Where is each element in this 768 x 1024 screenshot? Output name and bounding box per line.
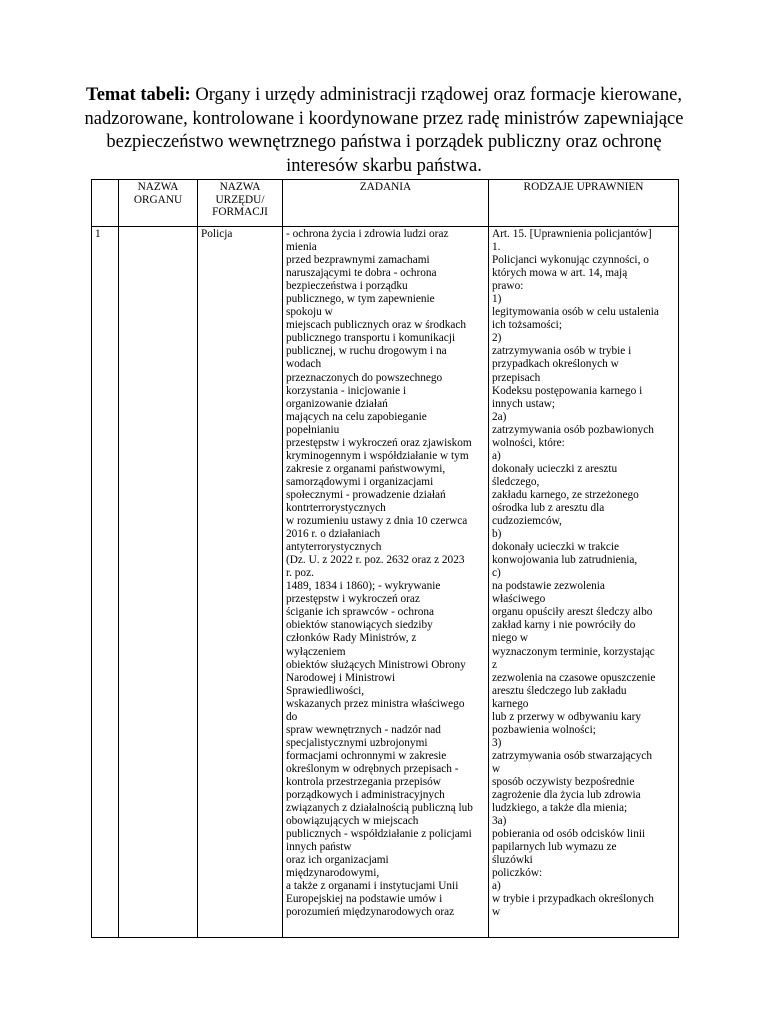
- header-lp: [92, 180, 119, 227]
- text-line: innych ustaw;: [492, 397, 556, 410]
- text-line: organu opuściły areszt śledczy albo: [492, 606, 653, 619]
- row-formation: [198, 227, 283, 938]
- text-line: międzynarodowymi,: [286, 867, 380, 880]
- text-line: innych państw: [286, 841, 352, 854]
- text-line: 2a): [492, 410, 507, 423]
- text-line: przestępstw i wykroczeń oraz: [286, 593, 420, 606]
- text-line: ściganie ich sprawców - ochrona: [286, 606, 435, 619]
- text-line: aresztu śledczego lub zakładu: [492, 684, 627, 697]
- header-tasks: ZADANIA: [283, 180, 489, 227]
- text-line: niego w: [492, 632, 529, 645]
- text-line: porządkowych i administracyjnych: [286, 789, 445, 802]
- text-line: Policjanci wykonując czynności, o: [492, 254, 649, 267]
- text-line: Sprawiedliwości,: [286, 684, 365, 697]
- text-line: miejscach publicznych oraz w środkach: [286, 319, 467, 332]
- text-line: Kodeksu postępowania karnego i: [492, 384, 643, 397]
- text-line: antyterrorystycznych: [286, 541, 382, 554]
- text-line: popełnianiu: [286, 423, 340, 436]
- text-line: naruszającymi te dobra - ochrona: [286, 267, 437, 280]
- text-line: zakład karny i nie powróciły do: [492, 619, 636, 632]
- text-line: kontrterrorystycznych: [286, 501, 386, 514]
- text-line: śluzówki: [492, 854, 533, 867]
- text-line: przeznaczonych do powszechnego: [286, 371, 443, 384]
- text-line: ludzkiego, a także dla mienia;: [492, 802, 628, 815]
- text-line: w rozumieniu ustawy z dnia 10 czerwca: [286, 515, 468, 528]
- text-line: 1): [492, 293, 502, 306]
- table-row: [92, 227, 679, 938]
- text-line: publicznego transportu i komunikacji: [286, 332, 456, 345]
- text-line: ich tożsamości;: [492, 319, 562, 332]
- text-line: publicznego, w tym zapewnienie: [286, 293, 435, 306]
- header-powers: RODZAJE UPRAWNIEN: [489, 180, 679, 227]
- text-line: zezwolenia na czasowe opuszczenie: [492, 671, 656, 684]
- row-organ: [119, 227, 198, 938]
- text-line: a): [492, 449, 501, 462]
- text-line: właściwego: [492, 593, 546, 606]
- text-line: samorządowymi i organizacjami: [286, 475, 434, 488]
- text-line: dokonały ucieczki w trakcie: [492, 541, 620, 554]
- text-line: publicznej, w ruchu drogowym i na: [286, 345, 447, 358]
- tasks-lines: [286, 228, 485, 937]
- text-line: mienia: [286, 241, 317, 254]
- text-line: zakładu karnego, ze strzeżonego: [492, 488, 639, 501]
- text-line: policzków:: [492, 867, 543, 880]
- text-line: lub z przerwy w odbywaniu kary: [492, 710, 642, 723]
- text-line: publicznych - współdziałanie z policjami: [286, 828, 472, 841]
- text-line: a także z organami i instytucjami Unii: [286, 880, 459, 893]
- text-line: pozbawienia wolności;: [492, 723, 596, 736]
- text-line: formacjami ochronnymi w zakresie: [286, 749, 447, 762]
- text-line: śledczego,: [492, 475, 540, 488]
- text-line: korzystania - inicjowanie i: [286, 384, 407, 397]
- text-line: sposób oczywisty bezpośrednie: [492, 775, 635, 788]
- text-line: 3a): [492, 815, 507, 828]
- text-line: przestępstw i wykroczeń oraz zjawiskom: [286, 436, 472, 449]
- text-line: spokoju w: [286, 306, 333, 319]
- text-line: bezpieczeństwa i porządku: [286, 280, 408, 293]
- row-number-text: 1: [95, 228, 101, 240]
- text-line: wolności, które:: [492, 436, 565, 449]
- text-line: spraw wewnętrznych - nadzór nad: [286, 723, 441, 736]
- text-line: zatrzymywania osób pozbawionych: [492, 423, 654, 436]
- table-topic-heading: [80, 84, 688, 178]
- text-line: legitymowania osób w celu ustalenia: [492, 306, 659, 319]
- text-line: oraz ich organizacjami: [286, 854, 389, 867]
- text-line: porozumień międzynarodowych oraz: [286, 906, 455, 919]
- text-line: a): [492, 880, 501, 893]
- text-line: prawo:: [492, 280, 524, 293]
- text-line: przypadkach określonych w: [492, 358, 619, 371]
- header-organ-name: NAZWA ORGANU: [119, 180, 198, 227]
- row-tasks: [283, 227, 489, 938]
- text-line: karnego: [492, 697, 529, 710]
- text-line: obiektów służących Ministrowi Obrony: [286, 658, 466, 671]
- text-line: zatrzymywania osób w trybie i: [492, 345, 632, 358]
- text-line: w trybie i przypadkach określonych: [492, 893, 654, 906]
- text-line: c): [492, 567, 501, 580]
- text-line: organizowanie działań: [286, 397, 388, 410]
- institutions-table: [91, 179, 679, 938]
- text-line: mających na celu zapobieganie: [286, 410, 427, 423]
- text-line: których mowa w art. 14, mają: [492, 267, 628, 280]
- row-formation-text: Policja: [201, 228, 233, 240]
- text-line: w: [492, 762, 501, 775]
- text-line: specjalistycznymi uzbrojonymi: [286, 736, 428, 749]
- text-line: b): [492, 528, 502, 541]
- text-line: do: [286, 710, 298, 723]
- text-line: 3): [492, 736, 502, 749]
- text-line: pobierania od osób odcisków linii: [492, 828, 646, 841]
- text-line: przed bezprawnymi zamachami: [286, 254, 430, 267]
- text-line: związanych z działalnością publiczną lub: [286, 802, 473, 815]
- text-line: określonym w odrębnych przepisach -: [286, 762, 459, 775]
- text-line: dokonały ucieczki z aresztu: [492, 462, 618, 475]
- text-line: 1489, 1834 i 1860); - wykrywanie: [286, 580, 441, 593]
- text-line: Art. 15. [Uprawnienia policjantów]: [492, 228, 652, 240]
- text-line: członków Rady Ministrów, z: [286, 632, 417, 645]
- text-line: 2016 r. o działaniach: [286, 528, 381, 541]
- text-line: kontrola przestrzegania przepisów: [286, 775, 441, 788]
- topic-label: Temat tabeli:: [86, 85, 191, 105]
- row-powers: [489, 227, 679, 938]
- text-line: r. poz.: [286, 567, 314, 580]
- text-line: w: [492, 906, 501, 919]
- text-line: obiektów stanowiących siedziby: [286, 619, 433, 632]
- text-line: z: [492, 658, 498, 671]
- text-line: na podstawie zezwolenia: [492, 580, 605, 593]
- text-line: zatrzymywania osób stwarzających: [492, 749, 652, 762]
- row-number: [92, 227, 119, 938]
- text-line: społecznymi - prowadzenie działań: [286, 488, 446, 501]
- text-line: konwojowania lub zatrudnienia,: [492, 554, 638, 567]
- text-line: 2): [492, 332, 502, 345]
- text-line: wyłączeniem: [286, 645, 346, 658]
- text-line: przepisach: [492, 371, 541, 384]
- text-line: Narodowej i Ministrowi: [286, 671, 396, 684]
- text-line: wskazanych przez ministra właściwego: [286, 697, 465, 710]
- text-line: kryminogennym i współdziałanie w tym: [286, 449, 469, 462]
- header-office-name: NAZWA URZĘDU/ FORMACJI: [198, 180, 283, 227]
- text-line: zakresie z organami państwowymi,: [286, 462, 446, 475]
- text-line: obowiązujących w miejscach: [286, 815, 419, 828]
- text-line: papilarnych lub wymazu ze: [492, 841, 617, 854]
- text-line: ośrodka lub z aresztu dla: [492, 501, 605, 514]
- topic-text: Organy i urzędy administracji rządowej oraz formacje kierowane, nadzorowane, kontrolowane i koordynowane przez radę ministrów zapewniające bezpieczeństwo wewnętrznego państwa i porządek publiczny oraz ochronę interesów skarbu państwa.: [84, 85, 684, 176]
- text-line: wyznaczonym terminie, korzystając: [492, 645, 655, 658]
- text-line: (Dz. U. z 2022 r. poz. 2632 oraz z 2023: [286, 554, 465, 567]
- text-line: wodach: [286, 358, 322, 371]
- text-line: 1.: [492, 241, 501, 254]
- powers-lines: [492, 228, 675, 937]
- text-line: - ochrona życia i zdrowia ludzi oraz: [286, 228, 449, 240]
- text-line: Europejskiej na podstawie umów i: [286, 893, 443, 906]
- text-line: cudzoziemców,: [492, 515, 562, 528]
- text-line: zagrożenie dla życia lub zdrowia: [492, 789, 641, 802]
- table-header-row: [92, 180, 679, 227]
